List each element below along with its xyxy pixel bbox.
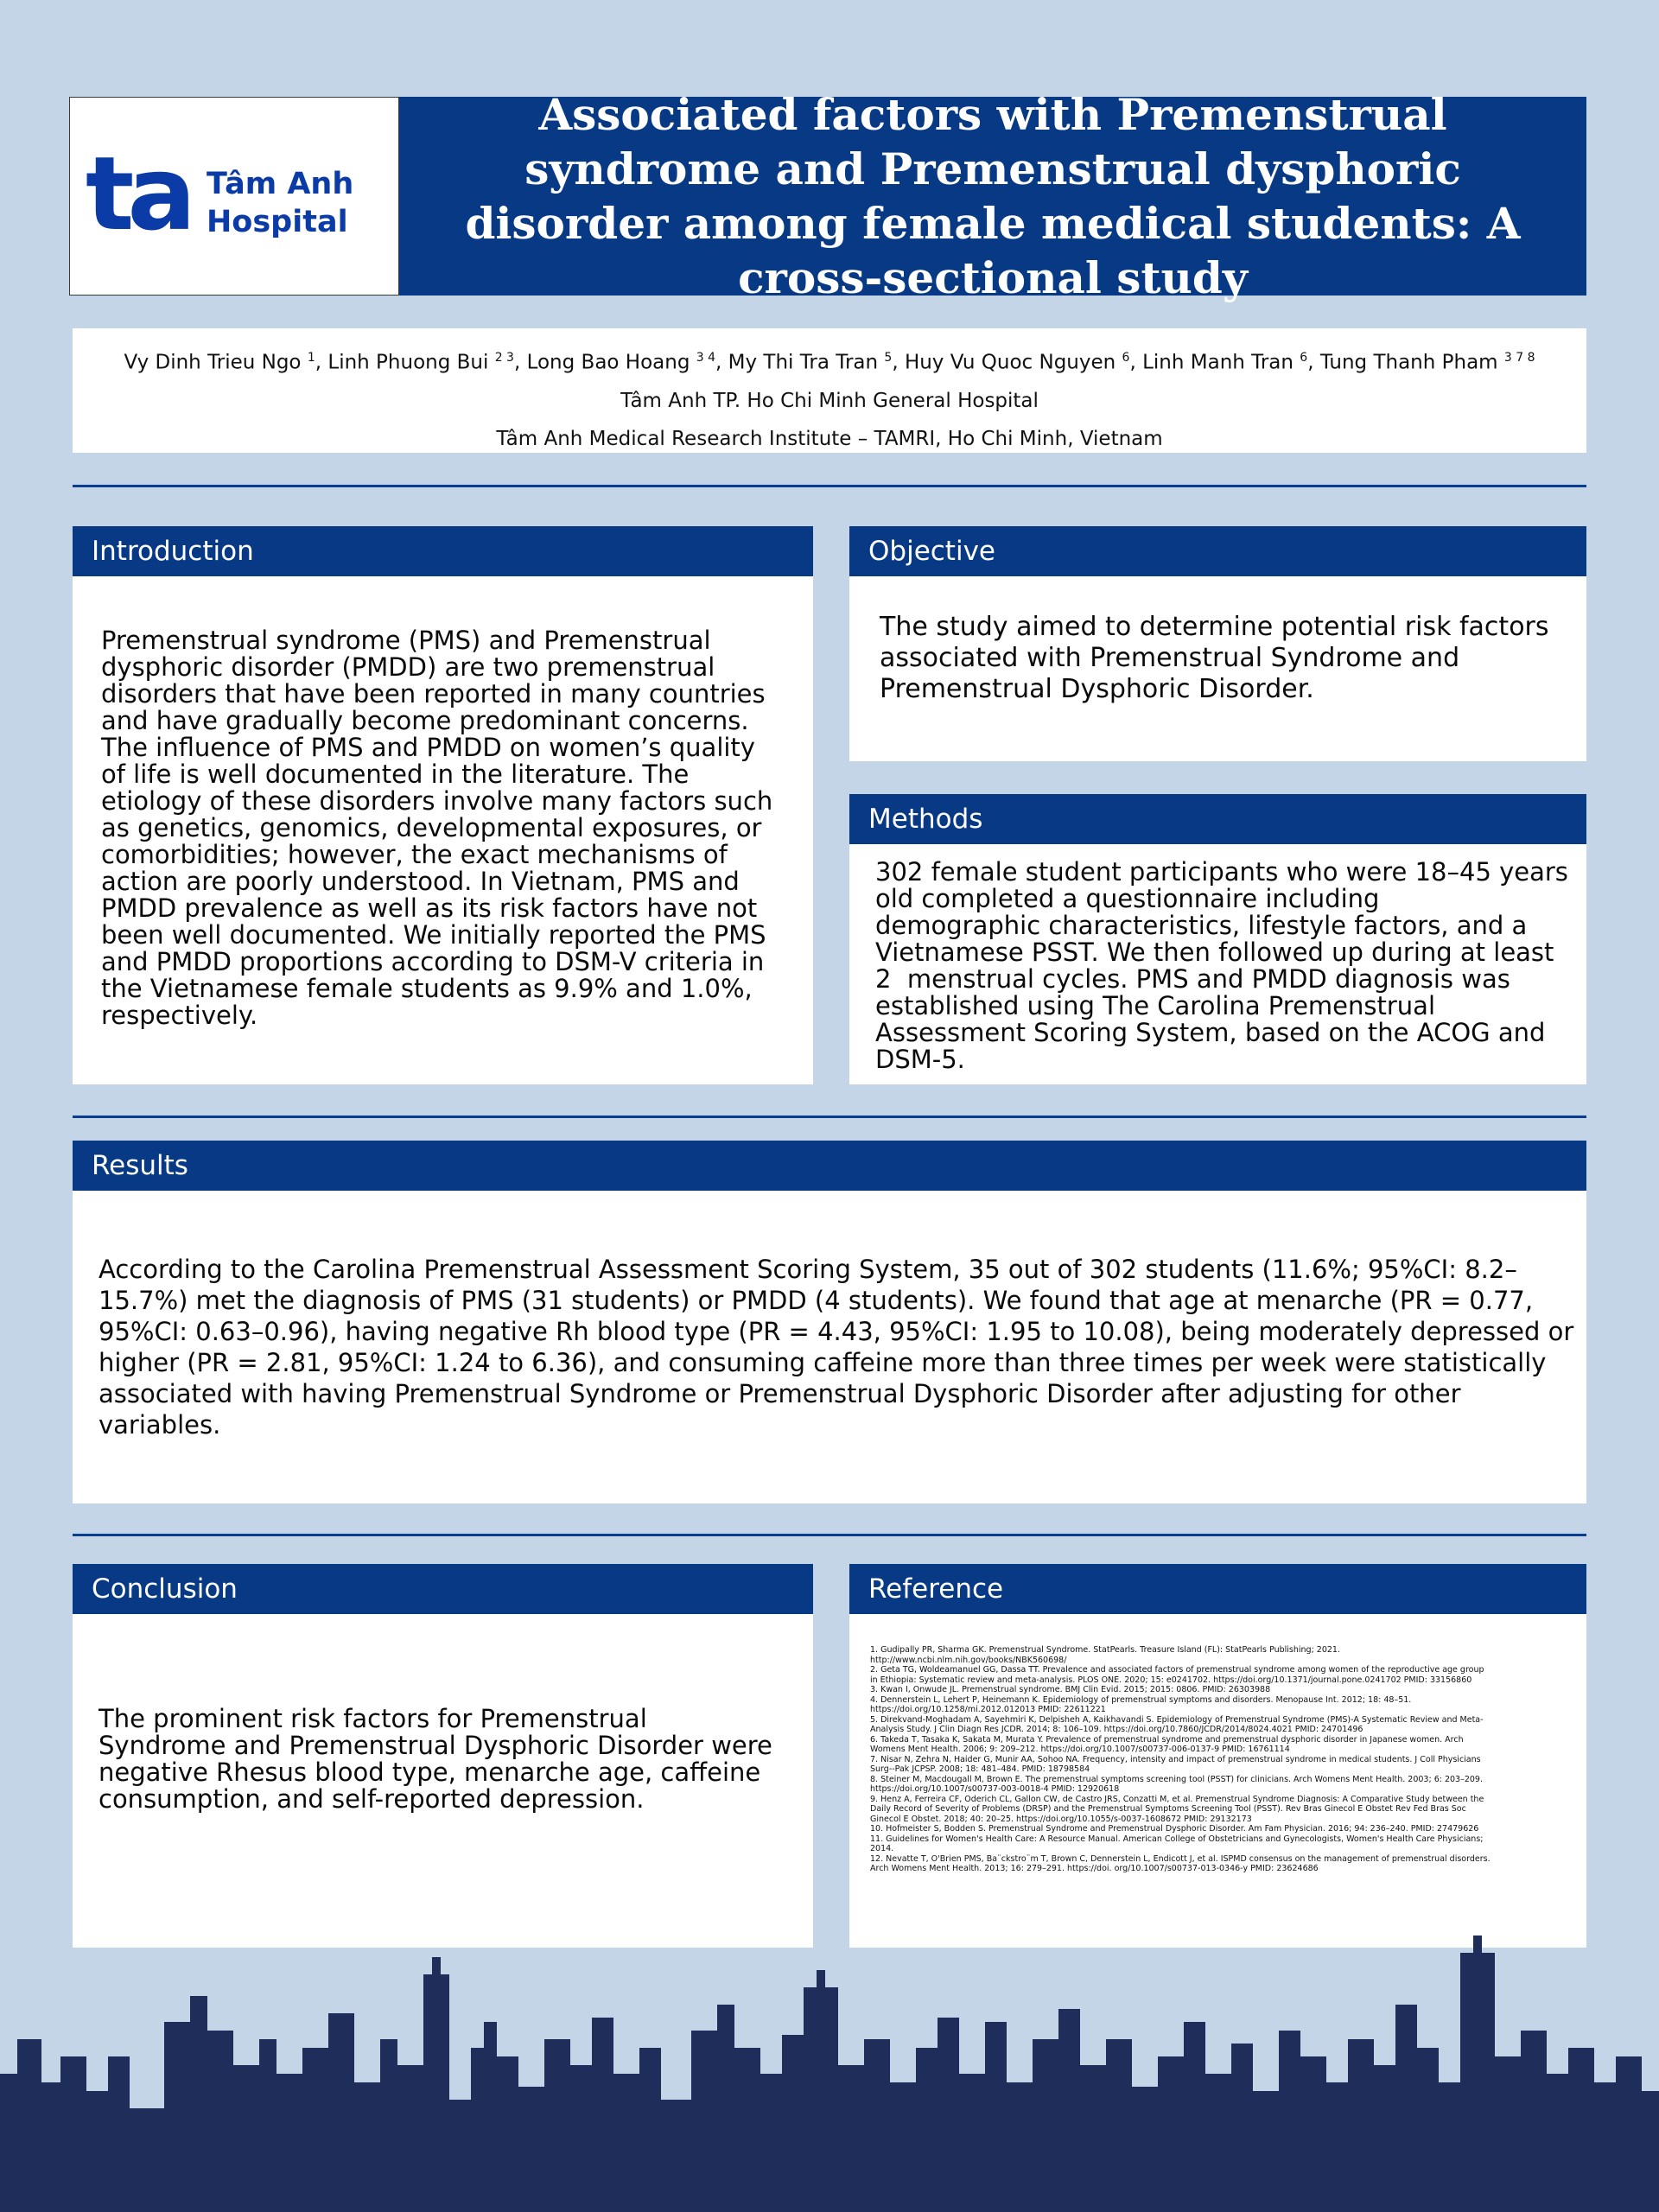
reference-line: 1. Gudipally PR, Sharma GK. Premenstrual Syndrome. StatPearls. Treasure Island (FL): StatPearls Publishing; 2021. [870, 1645, 1340, 1655]
poster-title: Associated factors with Premenstrual syndrome and Premenstrual dysphoric disorder among female medical students: A cross-sectional study [465, 89, 1521, 303]
reference-line: 2014. [870, 1844, 894, 1853]
reference-line: 12. Nevatte T, O'Brien PMS, Ba¨ckstro¨m T, Brown C, Dennerstein L, Endicott J, et al. ISPMD consensus on the management of premenstrual disorders. [870, 1853, 1491, 1864]
title-banner [399, 89, 1586, 303]
methods-line: Assessment Scoring System, based on the ACOG and [875, 1018, 1546, 1047]
reference-line: 8. Steiner M, Macdougall M, Brown E. The premenstrual symptoms screening tool (PSST) for clinicians. Arch Womens Ment Health. 2003; 6: 203–209. [870, 1774, 1483, 1784]
city-skyline-illustration [0, 1936, 1659, 2212]
reference-line: Analysis Study. J Clin Diagn Res JCDR. 2014; 8: 106–109. https://doi.org/10.7860/JCDR/2014/8024.4021 PMID: 24701496 [870, 1725, 1363, 1734]
results-line: higher (PR = 2.81, 95%CI: 1.24 to 6.36), and consuming caffeine more than three times per week were statistically [99, 1348, 1547, 1377]
reference-line: 4. Dennerstein L, Lehert P, Heinemann K. Epidemiology of premenstrual symptoms and disorders. Menopause Int. 2012; 18: 48–51. [870, 1694, 1412, 1705]
methods-line: established using The Carolina Premenstrual [875, 991, 1435, 1020]
reference-line: https://doi.org/10.1007/s00737-003-0018-4 PMID: 12920618 [870, 1784, 1120, 1794]
introduction-line: dysphoric disorder (PMDD) are two premenstrual [101, 652, 715, 682]
introduction-line: the Vietnamese female students as 9.9% and 1.0%, [101, 974, 753, 1003]
results-text [99, 1254, 1573, 1440]
introduction-heading: Introduction [73, 526, 813, 576]
methods-line: Vietnamese PSST. We then followed up during at least [875, 938, 1554, 967]
reference-line: Surg--Pak JCPSP. 2008; 18: 481–484. PMID: 18798584 [870, 1764, 1090, 1774]
logo-name-line1: Tâm Anh [207, 167, 354, 201]
objective-line: Premenstrual Dysphoric Disorder. [880, 674, 1314, 704]
introduction-text [101, 627, 772, 1029]
objective-text [880, 612, 1549, 705]
reference-line: 2. Geta TG, Woldeamanuel GG, Dassa TT. Prevalence and associated factors of premenstrual syndrome among women of the reproductive age group [870, 1665, 1484, 1675]
author-affiliation-mark: 6 [1122, 351, 1130, 365]
methods-line: DSM-5. [875, 1045, 965, 1074]
results-line: variables. [99, 1410, 221, 1440]
divider [73, 1534, 1586, 1536]
introduction-line: etiology of these disorders involve many factors such [101, 786, 773, 816]
conclusion-panel [73, 1614, 813, 1948]
introduction-line: action are poorly understood. In Vietnam, PMS and [101, 867, 740, 896]
methods-text [875, 859, 1568, 1073]
results-line: associated with having Premenstrual Syndrome or Premenstrual Dysphoric Disorder after adjusting for other [99, 1379, 1461, 1408]
reference-line: in Ethiopia: Systematic review and meta-analysis. PLOS ONE. 2020; 15: e0241702. https://doi.org/10.1371/journal.pone.0241702 PMID: 33156860 [870, 1675, 1472, 1685]
methods-line: old completed a questionnaire including [875, 884, 1380, 913]
author-name: Vy Dinh Trieu Ngo [124, 351, 302, 374]
author-affiliation-mark: 2 3 [494, 351, 514, 365]
methods-line: demographic characteristics, lifestyle factors, and a [875, 911, 1528, 940]
results-line: 95%CI: 0.63–0.96), having negative Rh blood type (PR = 4.43, 95%CI: 1.95 to 10.08), being moderately depressed or [99, 1317, 1574, 1346]
reference-line: 7. Nisar N, Zehra N, Haider G, Munir AA, Sohoo NA. Frequency, intensity and impact of premenstrual syndrome in medical students. J Coll Physicians [870, 1754, 1481, 1764]
author-name: Linh Manh Tran [1142, 351, 1294, 374]
introduction-line: and PMDD proportions according to DSM-V criteria in [101, 947, 765, 976]
author-affiliation-mark: 5 [884, 351, 893, 365]
methods-line: 302 female student participants who were 18–45 years [875, 857, 1568, 887]
authors-block [73, 328, 1586, 453]
affiliation-1: Tâm Anh TP. Ho Chi Minh General Hospital [620, 389, 1039, 412]
introduction-line: respectively. [101, 1001, 258, 1030]
introduction-line: PMDD prevalence as well as its risk factors have not [101, 893, 758, 923]
results-panel [73, 1191, 1586, 1503]
divider [73, 485, 1586, 487]
logo-mark: ta [86, 134, 190, 253]
logo-name-line2: Hospital [207, 205, 348, 239]
reference-line: Daily Record of Severity of Problems (DRSP) and the Premenstrual Symptoms Screening Tool (PSST). Rev Bras Ginecol E Obstet Rev Fed Bras Soc [870, 1804, 1466, 1814]
conclusion-line: Syndrome and Premenstrual Dysphoric Disorder were [99, 1731, 772, 1760]
author-name: Linh Phuong Bui [327, 351, 489, 374]
divider [73, 1116, 1586, 1118]
author-name: Huy Vu Quoc Nguyen [904, 351, 1116, 374]
results-heading: Results [73, 1141, 1586, 1191]
conclusion-line: negative Rhesus blood type, menarche age, caffeine [99, 1758, 761, 1787]
conclusion-text [99, 1706, 772, 1813]
reference-line: 10. Hofmeister S, Bodden S. Premenstrual Syndrome and Premenstrual Dysphoric Disorder. Am Fam Physician. 2016; 94: 236–240. PMID: 27479626 [870, 1824, 1479, 1834]
reference-heading: Reference [849, 1564, 1586, 1614]
introduction-line: The influence of PMS and PMDD on women’s quality [101, 733, 755, 762]
introduction-line: as genetics, genomics, developmental exposures, or [101, 813, 762, 842]
reference-line: http://www.ncbi.nlm.nih.gov/books/NBK560698/ [870, 1655, 1067, 1665]
introduction-line: comorbidities; however, the exact mechanisms of [101, 840, 728, 869]
methods-line: 2 menstrual cycles. PMS and PMDD diagnosis was [875, 964, 1510, 994]
reference-line: 5. Direkvand-Moghadam A, Sayehmiri K, Delpisheh A, Kaikhavandi S. Epidemiology of Premenstrual Syndrome (PMS)-A Systematic Review and Meta- [870, 1714, 1484, 1725]
hospital-logo [69, 97, 399, 296]
author-name: My Thi Tra Tran [728, 351, 879, 374]
objective-line: The study aimed to determine potential risk factors [880, 612, 1549, 642]
objective-panel [849, 576, 1586, 761]
conclusion-heading: Conclusion [73, 1564, 813, 1614]
introduction-panel [73, 576, 813, 1084]
affiliation-2: Tâm Anh Medical Research Institute – TAMRI, Ho Chi Minh, Vietnam [496, 427, 1163, 450]
reference-line: 9. Henz A, Ferreira CF, Oderich CL, Gallon CW, de Castro JRS, Conzatti M, et al. Premenstrual Syndrome Diagnosis: A Comparative Study between the [870, 1794, 1484, 1804]
conclusion-line: consumption, and self-reported depression. [99, 1784, 645, 1814]
introduction-line: and have gradually become predominant concerns. [101, 706, 749, 735]
author-affiliation-mark: 1 [307, 351, 315, 365]
reference-line: Arch Womens Ment Health. 2013; 16: 279–291. https://doi. org/10.1007/s00737-013-0346-y PMID: 23624686 [870, 1864, 1319, 1873]
methods-panel [849, 844, 1586, 1084]
author-name: Long Bao Hoang [526, 351, 690, 374]
reference-line: 3. Kwan I, Onwude JL. Premenstrual syndrome. BMJ Clin Evid. 2015; 2015: 0806. PMID: 26303988 [870, 1685, 1271, 1694]
reference-line: https://doi.org/10.1258/mi.2012.012013 PMID: 22611221 [870, 1705, 1106, 1714]
introduction-line: of life is well documented in the literature. The [101, 760, 690, 789]
author-affiliation-mark: 3 7 8 [1503, 351, 1535, 365]
logo-name [207, 165, 353, 241]
reference-panel [849, 1614, 1586, 1948]
reference-line: Womens Ment Health. 2006; 9: 209–212. https://doi.org/10.1007/s00737-006-0137-9 PMID: 16761114 [870, 1745, 1290, 1754]
author-affiliation-mark: 3 4 [696, 351, 716, 365]
conclusion-line: The prominent risk factors for Premenstrual [99, 1704, 647, 1733]
results-line: According to the Carolina Premenstrual Assessment Scoring System, 35 out of 302 students (11.6%; 95%CI: 8.2– [99, 1255, 1517, 1284]
reference-line: Ginecol E Obstet. 2018; 40: 20–25. https://doi.org/10.1055/s-0037-1608672 PMID: 29132173 [870, 1814, 1252, 1824]
objective-heading: Objective [849, 526, 1586, 576]
introduction-line: disorders that have been reported in many countries [101, 679, 766, 709]
author-affiliation-mark: 6 [1300, 351, 1308, 365]
objective-line: associated with Premenstrual Syndrome and [880, 643, 1460, 673]
author-list: Vy Dinh Trieu Ngo $^1$, Linh Phuong Bui $^{2 3}$, Long Bao Hoang $^{3 4}$, My Thi Tra Tran $^5$, Huy Vu Quoc Nguyen $^6$, Linh Manh Tran $^6$, Tung Thanh Pham $^{3 7 8}$ [124, 351, 1535, 374]
reference-list [870, 1645, 1574, 1874]
reference-line: 11. Guidelines for Women's Health Care: A Resource Manual. American College of Obstetricians and Gynecologists, Women's Health Care Physicians; [870, 1834, 1484, 1844]
author-name: Tung Thanh Pham [1319, 351, 1498, 374]
methods-heading: Methods [849, 794, 1586, 844]
reference-line: 6. Takeda T, Tasaka K, Sakata M, Murata Y. Prevalence of premenstrual syndrome and premenstrual dysphoric disorder in Japanese women. Arch [870, 1734, 1464, 1745]
introduction-line: Premenstrual syndrome (PMS) and Premenstrual [101, 626, 711, 655]
introduction-line: been well documented. We initially reported the PMS [101, 920, 766, 950]
results-line: 15.7%) met the diagnosis of PMS (31 students) or PMDD (4 students). We found that age at menarche (PR = 0.77, [99, 1286, 1534, 1315]
